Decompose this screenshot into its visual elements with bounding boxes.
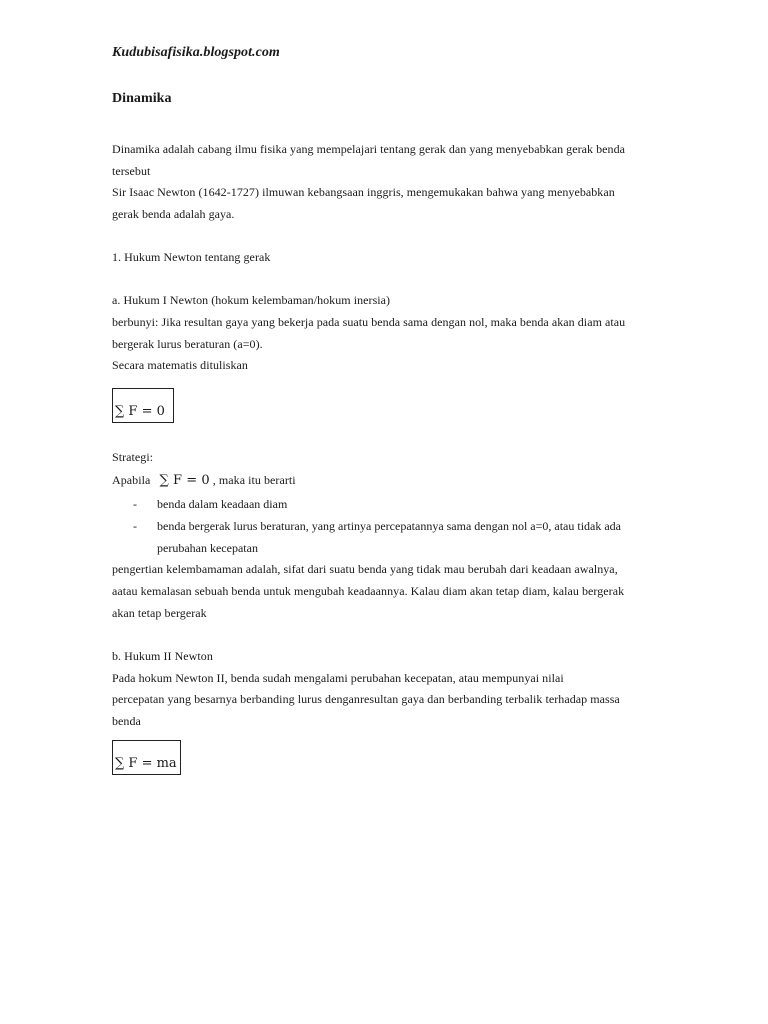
strategy-condition (112, 473, 296, 488)
maka-text: , maka itu berarti (212, 473, 296, 487)
law1-line-3: Secara matematis dituliskan (112, 358, 248, 372)
bullet-2-line-2: perubahan kecepatan (157, 541, 258, 555)
intro-line-1: Dinamika adalah cabang ilmu fisika yang mempelajari tentang gerak dan yang menyebabkan gerak benda (112, 142, 626, 156)
strategy-label: Strategi: (112, 450, 154, 464)
law1-line-2: bergerak lurus beraturan (a=0). (112, 337, 263, 351)
law2-line-3: benda (112, 714, 141, 728)
section-heading: 1. Hukum Newton tentang gerak (112, 250, 271, 264)
blog-url: Kudubisafisika.blogspot.com (112, 45, 280, 60)
inertia-line-2: aatau kemalasan sebuah benda untuk mengubah keadaannya. Kalau diam akan tetap diam, kalau bergerak (112, 584, 625, 598)
inline-formula: ∑ F = 0 (159, 473, 210, 488)
law2-line-2: percepatan yang besarnya berbanding lurus denganresultan gaya dan berbanding terbalik terhadap massa (112, 692, 620, 706)
intro-line-2: tersebut (112, 164, 151, 178)
law1-title: a. Hukum I Newton (hokum kelembaman/hokum inersia) (112, 293, 391, 307)
apabila-text: Apabila (112, 473, 151, 487)
formula-sum-f-ma: ∑ F = ma (115, 756, 177, 771)
law1-line-1: berbunyi: Jika resultan gaya yang bekerja pada suatu benda sama dengan nol, maka benda akan diam atau (112, 315, 626, 329)
law2-line-1: Pada hokum Newton II, benda sudah mengalami perubahan kecepatan, atau mempunyai nilai (112, 671, 564, 685)
bullet-1: benda dalam keadaan diam (157, 497, 288, 511)
bullet-dash-1: - (133, 497, 137, 511)
formula-box-2 (112, 740, 181, 775)
intro-line-3: Sir Isaac Newton (1642-1727) ilmuwan kebangsaan inggris, mengemukakan bahwa yang menyebabkan (112, 185, 615, 199)
law2-title: b. Hukum II Newton (112, 649, 213, 663)
intro-line-4: gerak benda adalah gaya. (112, 207, 235, 221)
formula-box-1 (112, 388, 174, 423)
inertia-line-3: akan tetap bergerak (112, 606, 207, 620)
bullet-2-line-1: benda bergerak lurus beraturan, yang artinya percepatannya sama dengan nol a=0, atau tidak ada (157, 519, 622, 533)
page-title: Dinamika (112, 91, 172, 106)
bullet-dash-2: - (133, 519, 137, 533)
formula-sum-f-zero: ∑ F = 0 (115, 404, 165, 419)
inertia-line-1: pengertian kelembamaman adalah, sifat dari suatu benda yang tidak mau berubah dari keadaan awalnya, (112, 562, 618, 576)
